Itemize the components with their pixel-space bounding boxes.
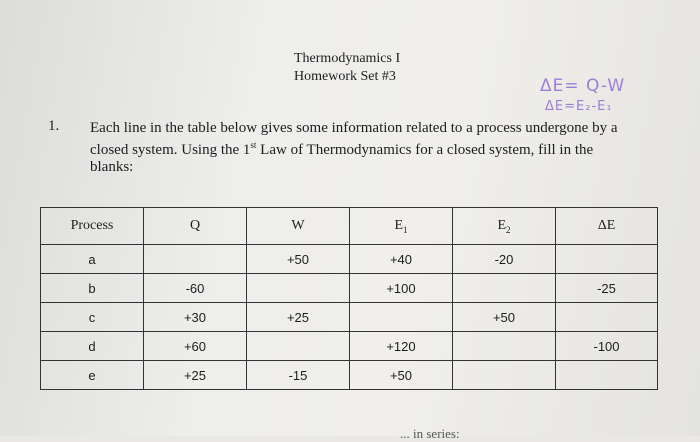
cell-e1: +40	[350, 245, 453, 274]
question-number: 1.	[48, 118, 60, 134]
thermo-table	[40, 207, 658, 390]
question-line-2	[90, 137, 650, 159]
cell-q: +60	[144, 332, 247, 361]
header-e2-sub: 2	[506, 224, 511, 235]
cell-process: e	[41, 361, 144, 390]
header-e1	[350, 208, 453, 245]
header-process: Process	[41, 208, 144, 245]
cell-de	[556, 361, 658, 390]
header-e1-sub: 1	[403, 224, 408, 235]
cell-de: -100	[556, 332, 658, 361]
table-header-row	[41, 208, 658, 245]
cell-w	[247, 274, 350, 303]
cell-q: +25	[144, 361, 247, 390]
cell-w: +50	[247, 245, 350, 274]
cell-de	[556, 303, 658, 332]
table-row	[41, 303, 658, 332]
cell-de: -25	[556, 274, 658, 303]
header-e2-base: E	[497, 217, 507, 233]
cell-e1: +120	[350, 332, 453, 361]
cell-e2: -20	[453, 245, 556, 274]
cell-process: c	[41, 303, 144, 332]
cell-w: -15	[247, 361, 350, 390]
cell-q: +30	[144, 303, 247, 332]
header-e1-base: E	[394, 217, 404, 233]
table-row	[41, 274, 658, 303]
document-header	[294, 50, 400, 86]
question-line-1: Each line in the table below gives some information related to a process undergone by a	[90, 120, 618, 136]
cell-e1	[350, 303, 453, 332]
header-delta-e: ΔE	[556, 208, 658, 245]
table-row	[41, 332, 658, 361]
footer-partial-text: ... in series:	[400, 426, 460, 441]
cell-q: -60	[144, 274, 247, 303]
table-row	[41, 245, 658, 274]
handwritten-equation-2: ΔE=E₂-E₁	[545, 99, 613, 114]
header-w: W	[247, 208, 350, 245]
cell-w	[247, 332, 350, 361]
table-row	[41, 361, 658, 390]
cell-process: a	[41, 245, 144, 274]
cell-e2: +50	[453, 303, 556, 332]
cell-process: d	[41, 332, 144, 361]
question-line-3: blanks:	[90, 159, 134, 175]
cell-e2	[453, 361, 556, 390]
cell-e1: +50	[350, 361, 453, 390]
handwritten-equation-1: ΔE= Q-W	[540, 76, 626, 96]
cell-de	[556, 245, 658, 274]
cell-q	[144, 245, 247, 274]
question-text	[90, 120, 650, 176]
question-line-2-b: Law of Thermodynamics for a closed system, fill in the	[256, 142, 594, 158]
question-line-2-a: closed system. Using the 1	[90, 142, 251, 158]
cell-e2	[453, 332, 556, 361]
cell-w: +25	[247, 303, 350, 332]
cell-e2	[453, 274, 556, 303]
cell-e1: +100	[350, 274, 453, 303]
header-q: Q	[144, 208, 247, 245]
cell-process: b	[41, 274, 144, 303]
question-line-2-sup: st	[250, 140, 257, 150]
header-e2	[453, 208, 556, 245]
course-title: Thermodynamics I	[294, 51, 401, 66]
assignment-title: Homework Set #3	[294, 69, 396, 84]
